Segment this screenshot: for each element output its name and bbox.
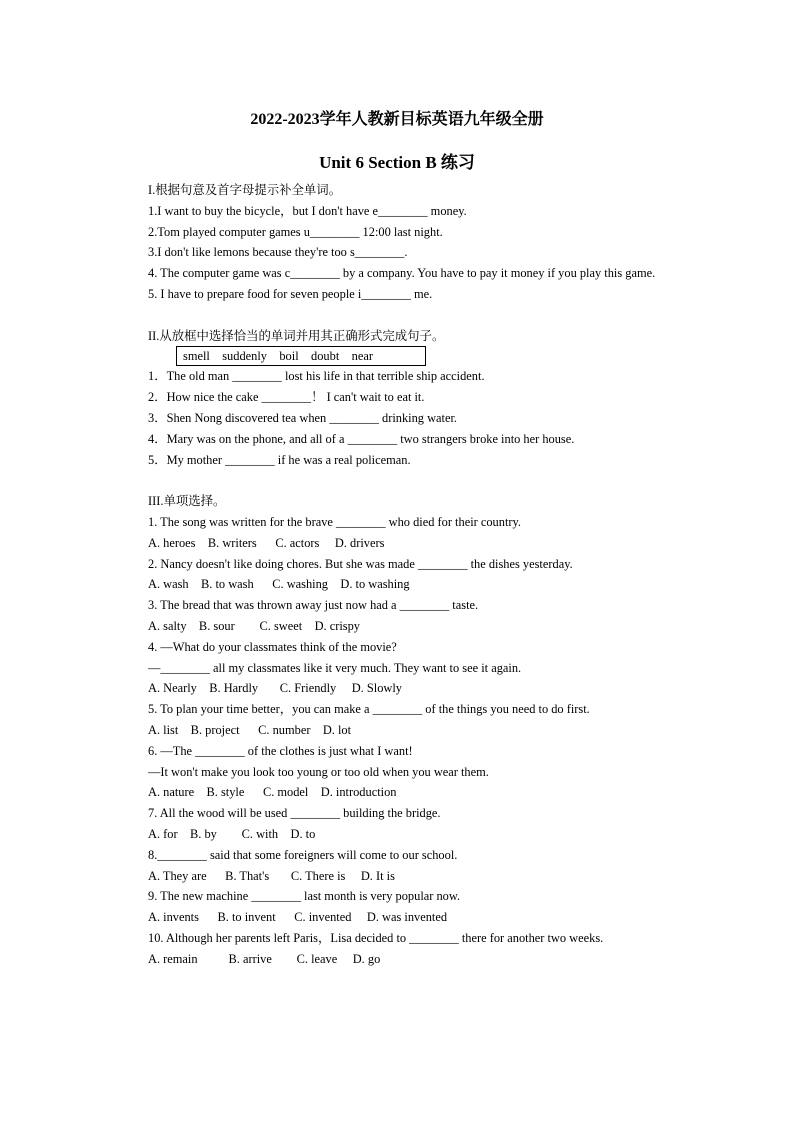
s2-question-3: 3．Shen Nong discovered tea when ________ drinking water. <box>148 410 458 425</box>
s3-question-4: 4. —What do your classmates think of the movie? <box>148 639 397 654</box>
section1-heading: I.根据句意及首字母提示补全单词。 <box>148 183 342 197</box>
section3-heading: III.单项选择。 <box>148 494 226 509</box>
s3-options-7: A. for B. by C. with D. to <box>148 826 316 841</box>
s3-options-2: A. wash B. to wash C. washing D. to washing <box>148 577 410 592</box>
s3-options-1: A. heroes B. writers C. actors D. drivers <box>148 535 385 550</box>
s3-options-5: A. list B. project C. number D. lot <box>148 722 352 737</box>
s3-options-6: A. nature B. style C. model D. introduction <box>148 785 397 800</box>
s3-options-3: A. salty B. sour C. sweet D. crispy <box>148 618 361 633</box>
s3-question-6: 6. —The ________ of the clothes is just what I want! <box>148 743 413 758</box>
s3-options-8: A. They are B. That's C. There is D. It is <box>148 868 395 883</box>
s2-question-5: 5．My mother ________ if he was a real policeman. <box>148 452 411 467</box>
s3-question-8: 8.________ said that some foreigners will come to our school. <box>148 847 458 862</box>
page-subtitle: Unit 6 Section B 练习 <box>319 153 475 172</box>
s3-question-7: 7. All the wood will be used ________ building the bridge. <box>148 806 441 821</box>
s3-question-1: 1. The song was written for the brave ________ who died for their country. <box>148 514 522 529</box>
s3-question-9: 9. The new machine ________ last month is very popular now. <box>148 889 461 904</box>
s3-question-5: 5. To plan your time better，you can make a ________ of the things you need to do first. <box>148 702 590 717</box>
s2-question-1: 1．The old man ________ lost his life in that terrible ship accident. <box>148 369 485 384</box>
spacer <box>120 470 678 491</box>
s3-question-4-reply: —________ all my classmates like it very much. They want to see it again. <box>148 660 522 675</box>
s1-question-5: 5. I have to prepare food for seven people i________ me. <box>148 286 433 301</box>
page-title: 2022-2023学年人教新目标英语九年级全册 <box>250 111 544 128</box>
s2-question-2: 2．How nice the cake ________！ I can't wait to eat it. <box>148 390 425 405</box>
s3-options-9: A. invents B. to invent C. invented D. was invented <box>148 910 448 925</box>
s3-options-10: A. remain B. arrive C. leave D. go <box>148 951 381 966</box>
s3-question-6-reply: —It won't make you look too young or too old when you wear them. <box>148 764 489 779</box>
s1-question-3: 3.I don't like lemons because they're too s________. <box>148 245 408 260</box>
s3-question-3: 3. The bread that was thrown away just now had a ________ taste. <box>148 598 479 613</box>
spacer <box>120 305 678 326</box>
s1-question-4: 4. The computer game was c________ by a company. You have to pay it money if you play this game. <box>148 266 656 281</box>
s3-question-10: 10. Although her parents left Paris，Lisa decided to ________ there for another two weeks. <box>148 930 604 945</box>
s1-question-2: 2.Tom played computer games u________ 12:00 last night. <box>148 224 443 239</box>
worksheet-content <box>120 180 678 969</box>
s2-question-4: 4．Mary was on the phone, and all of a ________ two strangers broke into her house. <box>148 431 575 446</box>
s1-question-1: 1.I want to buy the bicycle，but I don't have e________ money. <box>148 203 467 218</box>
s3-options-4: A. Nearly B. Hardly C. Friendly D. Slowly <box>148 681 402 696</box>
section2-heading: II.从放框中选择恰当的单词并用其正确形式完成句子。 <box>148 328 445 343</box>
s3-question-2: 2. Nancy doesn't like doing chores. But she was made ________ the dishes yesterday. <box>148 556 573 571</box>
word-box: smell suddenly boil doubt near <box>176 346 426 366</box>
